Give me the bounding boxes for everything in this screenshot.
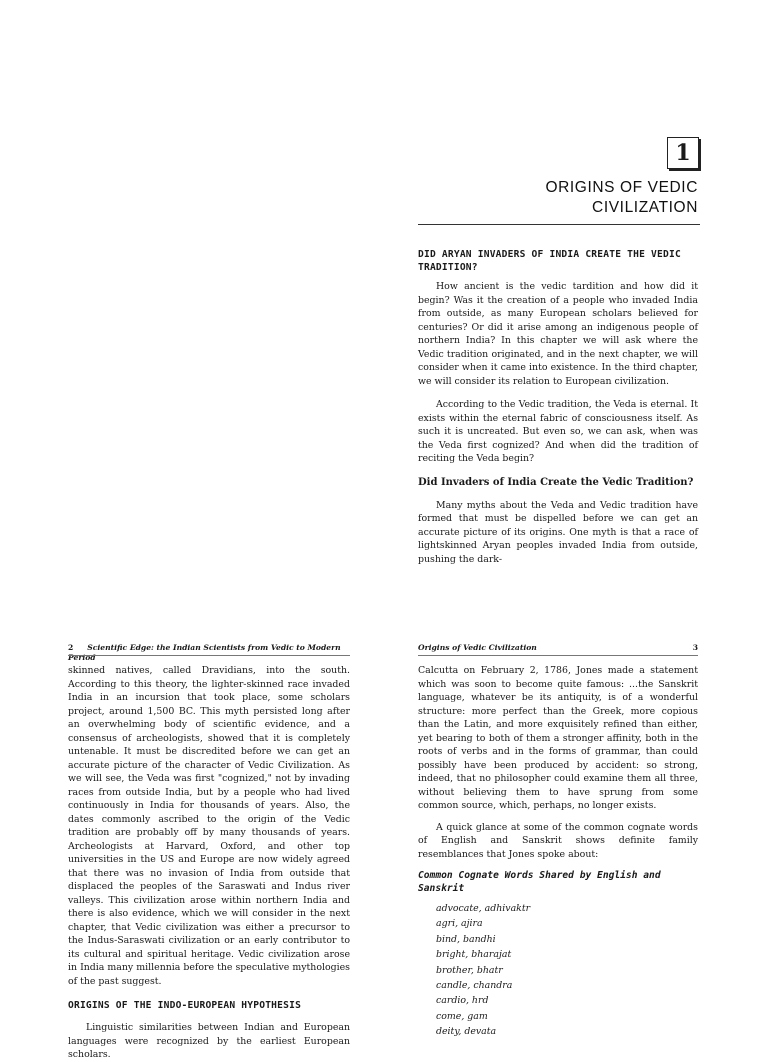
- running-head-left: [68, 643, 350, 663]
- section-heading-aryan-invaders: DID ARYAN INVADERS OF INDIA CREATE THE VEDIC TRADITION?: [418, 249, 681, 273]
- paragraph-veda-eternal: According to the Vedic tradition, the Veda is eternal. It exists within the eternal fabric of consciousness itself. As such it is uncreated. But even so, we can ask, when was the Veda first cognized? And when did the tradition of reciting the Veda begin?: [418, 399, 698, 464]
- chapter-opening-column: [418, 248, 698, 566]
- running-head-right-text: Origins of Vedic Civilization: [418, 643, 537, 652]
- paragraph-linguistic: Linguistic similarities between Indian and European languages were recognized by the earliest European scholars.: [68, 1022, 350, 1060]
- list-item: bind, bandhi: [436, 933, 496, 945]
- chapter-title-line-1: ORIGINS OF VEDIC: [545, 179, 698, 196]
- left-page-column: [68, 664, 350, 1062]
- paragraph-intro: How ancient is the vedic tardition and how did it begin? Was it the creation of a people who invaded India from outside, as many European scholars believed for centuries? Or did it arise among an indigenous people of northern India? In this chapter we will ask where the Vedic tradition originated, and in the next chapter, we will consider when it came into existence. In the third chapter, we will consider its relation to European civilization.: [418, 281, 698, 387]
- running-head-right: [418, 643, 698, 653]
- chapter-number: 1: [675, 140, 691, 166]
- list-item: cardio, hrd: [436, 995, 489, 1007]
- paragraph-jones-quote: Calcutta on February 2, 1786, Jones made a statement which was soon to become quite famous: ...the Sanskrit language, whatever be its antiquity, is of a wonderful structure: more perfect than the Greek, more copious than the Latin, and more exquisitely refined than either, yet bearing to both of them a stronger affinity, both in the roots of verbs and in the forms of grammar, than could possibly have been produced by accident: so strong, indeed, that no philosopher could examine them all three, without believing them to have sprung from some common source, which, perhaps, no longer exists.: [418, 665, 698, 811]
- page-number-right: 3: [692, 643, 698, 652]
- cognate-words-heading: Common Cognate Words Shared by English and Sanskrit: [418, 870, 661, 894]
- chapter-title: [418, 178, 698, 218]
- section-heading-indo-european: ORIGINS OF THE INDO-EUROPEAN HYPOTHESIS: [68, 1000, 302, 1011]
- list-item: come, gam: [436, 1010, 488, 1022]
- paragraph-cognate-intro: A quick glance at some of the common cognate words of English and Sanskrit shows definite family resemblances that Jones spoke about:: [418, 821, 698, 860]
- cognate-word-list: [418, 901, 698, 1040]
- paragraph-dravidians: skinned natives, called Dravidians, into the south. According to this theory, the lighter-skinned race invaded India in an incursion that took place, some scholars project, around 1,500 BC. This myth persisted long after an overwhelming body of scientific evidence, and a consensus of archeologists, showed that it is completely untenable. It must be discredited before we can get an accurate picture of the character of Vedic Civilization. As we will see, the Veda was first "cognized," not by invading races from outside India, but by a people who had lived continuously in India for thousands of years. Also, the dates commonly ascribed to the origin of the Vedic tradition are probably off by many thousands of years. Archeologists at Harvard, Oxford, and other top universities in the US and Europe are now widely agreed that there was no invasion of India from outside that displaced the peoples of the Saraswati and Indus river valleys. This civilization arose within northern India and there is also evidence, which we will consider in the next chapter, that Vedic civilization was either a precursor to the Indus-Saraswati civilization or an early contributor to its cultural and spiritual heritage. Vedic civilization arose in India many millennia before the speculative mythologies of the past suggest.: [68, 665, 350, 987]
- right-page-column: [418, 664, 698, 1040]
- list-item: agri, ajira: [436, 918, 483, 930]
- chapter-number-box: [667, 137, 699, 169]
- chapter-title-rule: [418, 224, 700, 225]
- list-item: candle, chandra: [436, 980, 513, 992]
- running-head-right-rule: [418, 655, 698, 656]
- list-item: advocate, adhivaktr: [436, 903, 531, 914]
- list-item: brother, bhatr: [436, 964, 503, 976]
- running-head-left-text: Scientific Edge: the Indian Scientists from Vedic to Modern Period: [68, 643, 341, 662]
- subheading-invaders: Did Invaders of India Create the Vedic Tradition?: [418, 476, 694, 488]
- list-item: bright, bharajat: [436, 949, 512, 961]
- list-item: deity, devata: [436, 1026, 497, 1038]
- chapter-title-line-2: CIVILIZATION: [592, 199, 698, 216]
- running-head-left-rule: [68, 655, 350, 656]
- page-number-left: 2: [68, 643, 74, 652]
- paragraph-myths: Many myths about the Veda and Vedic tradition have formed that must be dispelled before we can get an accurate picture of its origins. One myth is that a race of lightskinned Aryan peoples invaded India from outside, pushing the dark-: [418, 499, 698, 565]
